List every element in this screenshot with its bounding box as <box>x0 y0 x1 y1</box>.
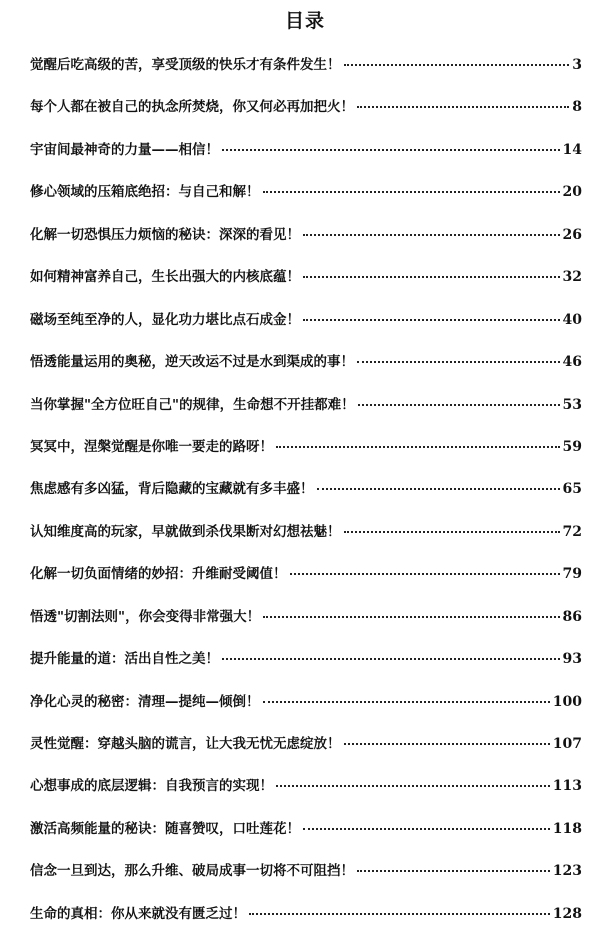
page-title: 目录 <box>284 10 325 32</box>
table-of-contents <box>30 55 582 946</box>
toc-entry-page-number: 113 <box>552 778 582 795</box>
dot-leader <box>303 276 560 278</box>
toc-entry[interactable] <box>30 692 582 734</box>
dot-leader <box>357 106 569 108</box>
toc-entry-page-number: 14 <box>562 141 582 158</box>
toc-entry[interactable] <box>30 437 582 479</box>
toc-entry-title: 提升能量的道：活出自性之美！ <box>30 651 219 668</box>
toc-entry-page-number: 53 <box>562 396 582 413</box>
dot-leader <box>290 573 560 575</box>
toc-entry[interactable] <box>30 649 582 691</box>
dot-leader <box>276 785 550 787</box>
toc-entry-page-number: 118 <box>552 820 582 837</box>
toc-entry-title: 悟透"切割法则"，你会变得非常强大！ <box>30 608 261 625</box>
toc-entry-title: 焦虑感有多凶猛，背后隐藏的宝藏就有多丰盛！ <box>30 481 314 498</box>
toc-entry[interactable] <box>30 564 582 606</box>
toc-entry-page-number: 100 <box>552 693 582 710</box>
toc-entry-page-number: 3 <box>572 57 582 73</box>
dot-leader <box>357 361 560 363</box>
dot-leader <box>344 64 570 66</box>
toc-entry-title: 净化心灵的秘密：清理—提纯—倾倒！ <box>30 693 260 710</box>
dot-leader <box>303 234 560 236</box>
toc-entry[interactable] <box>30 182 582 224</box>
toc-entry-page-number: 8 <box>572 99 582 116</box>
toc-entry[interactable] <box>30 310 582 352</box>
toc-entry-page-number: 79 <box>562 566 582 583</box>
toc-entry-title: 如何精神富养自己，生长出强大的内核底蕴！ <box>30 269 300 286</box>
toc-entry[interactable] <box>30 97 582 139</box>
dot-leader <box>249 913 550 915</box>
toc-entry-page-number: 26 <box>562 226 582 243</box>
dot-leader <box>358 404 560 406</box>
toc-entry-title: 化解一切负面情绪的妙招：升维耐受阈值！ <box>30 566 287 583</box>
toc-entry[interactable] <box>30 861 582 903</box>
toc-entry-title: 化解一切恐惧压力烦恼的秘诀：深深的看见！ <box>30 226 300 243</box>
toc-entry-title: 宇宙间最神奇的力量——相信！ <box>30 141 219 158</box>
toc-entry[interactable] <box>30 140 582 182</box>
toc-entry[interactable] <box>30 352 582 394</box>
toc-entry[interactable] <box>30 479 582 521</box>
toc-entry-title: 悟透能量运用的奥秘，逆天改运不过是水到渠成的事！ <box>30 354 354 371</box>
toc-entry-title: 信念一旦到达，那么升维、破局成事一切将不可阻挡！ <box>30 863 354 880</box>
toc-entry-page-number: 32 <box>562 269 582 286</box>
dot-leader <box>303 319 560 321</box>
dot-leader <box>263 616 559 618</box>
toc-entry[interactable] <box>30 819 582 861</box>
toc-entry[interactable] <box>30 904 582 946</box>
dot-leader <box>344 531 560 533</box>
toc-entry-title: 生命的真相：你从来就没有匮乏过！ <box>30 905 246 922</box>
toc-entry-title: 觉醒后吃高级的苦，享受顶级的快乐才有条件发生！ <box>30 57 341 73</box>
toc-entry-title: 修心领域的压箱底绝招：与自己和解！ <box>30 184 260 201</box>
toc-entry-title: 冥冥中，涅槃觉醒是你唯一要走的路呀！ <box>30 438 273 455</box>
toc-entry-page-number: 86 <box>562 608 582 625</box>
toc-entry-page-number: 59 <box>562 438 582 455</box>
toc-entry-title: 每个人都在被自己的执念所焚烧，你又何必再加把火！ <box>30 99 354 116</box>
dot-leader <box>357 870 550 872</box>
dot-leader <box>222 658 560 660</box>
toc-entry[interactable] <box>30 522 582 564</box>
dot-leader <box>303 828 550 830</box>
toc-entry[interactable] <box>30 776 582 818</box>
toc-entry-title: 心想事成的底层逻辑：自我预言的实现！ <box>30 778 273 795</box>
toc-entry-title: 激活高频能量的秘诀：随喜赞叹，口吐莲花！ <box>30 820 300 837</box>
toc-entry-page-number: 40 <box>562 311 582 328</box>
dot-leader <box>222 149 560 151</box>
toc-entry[interactable] <box>30 267 582 309</box>
toc-entry-page-number: 128 <box>552 905 582 922</box>
toc-entry[interactable] <box>30 607 582 649</box>
dot-leader <box>263 191 560 193</box>
toc-entry-page-number: 46 <box>562 354 582 371</box>
toc-entry-page-number: 93 <box>562 651 582 668</box>
dot-leader <box>317 488 560 490</box>
toc-entry-title: 灵性觉醒：穿越头脑的谎言，让大我无忧无虑绽放！ <box>30 736 341 752</box>
toc-entry[interactable] <box>30 225 582 267</box>
dot-leader <box>344 743 550 745</box>
dot-leader <box>263 701 550 703</box>
toc-entry-title: 认知维度高的玩家，早就做到杀伐果断对幻想祛魅！ <box>30 523 341 540</box>
toc-entry[interactable] <box>30 395 582 437</box>
toc-entry[interactable] <box>30 55 582 97</box>
toc-entry-title: 当你掌握"全方位旺自己"的规律，生命想不开挂都难！ <box>30 396 355 413</box>
toc-entry-page-number: 72 <box>562 523 582 540</box>
dot-leader <box>276 446 560 448</box>
toc-entry-page-number: 107 <box>552 736 582 752</box>
toc-entry-title: 磁场至纯至净的人，显化功力堪比点石成金！ <box>30 311 300 328</box>
toc-entry-page-number: 65 <box>562 481 582 498</box>
toc-entry[interactable] <box>30 734 582 776</box>
toc-entry-page-number: 123 <box>552 863 582 880</box>
toc-entry-page-number: 20 <box>562 184 582 201</box>
